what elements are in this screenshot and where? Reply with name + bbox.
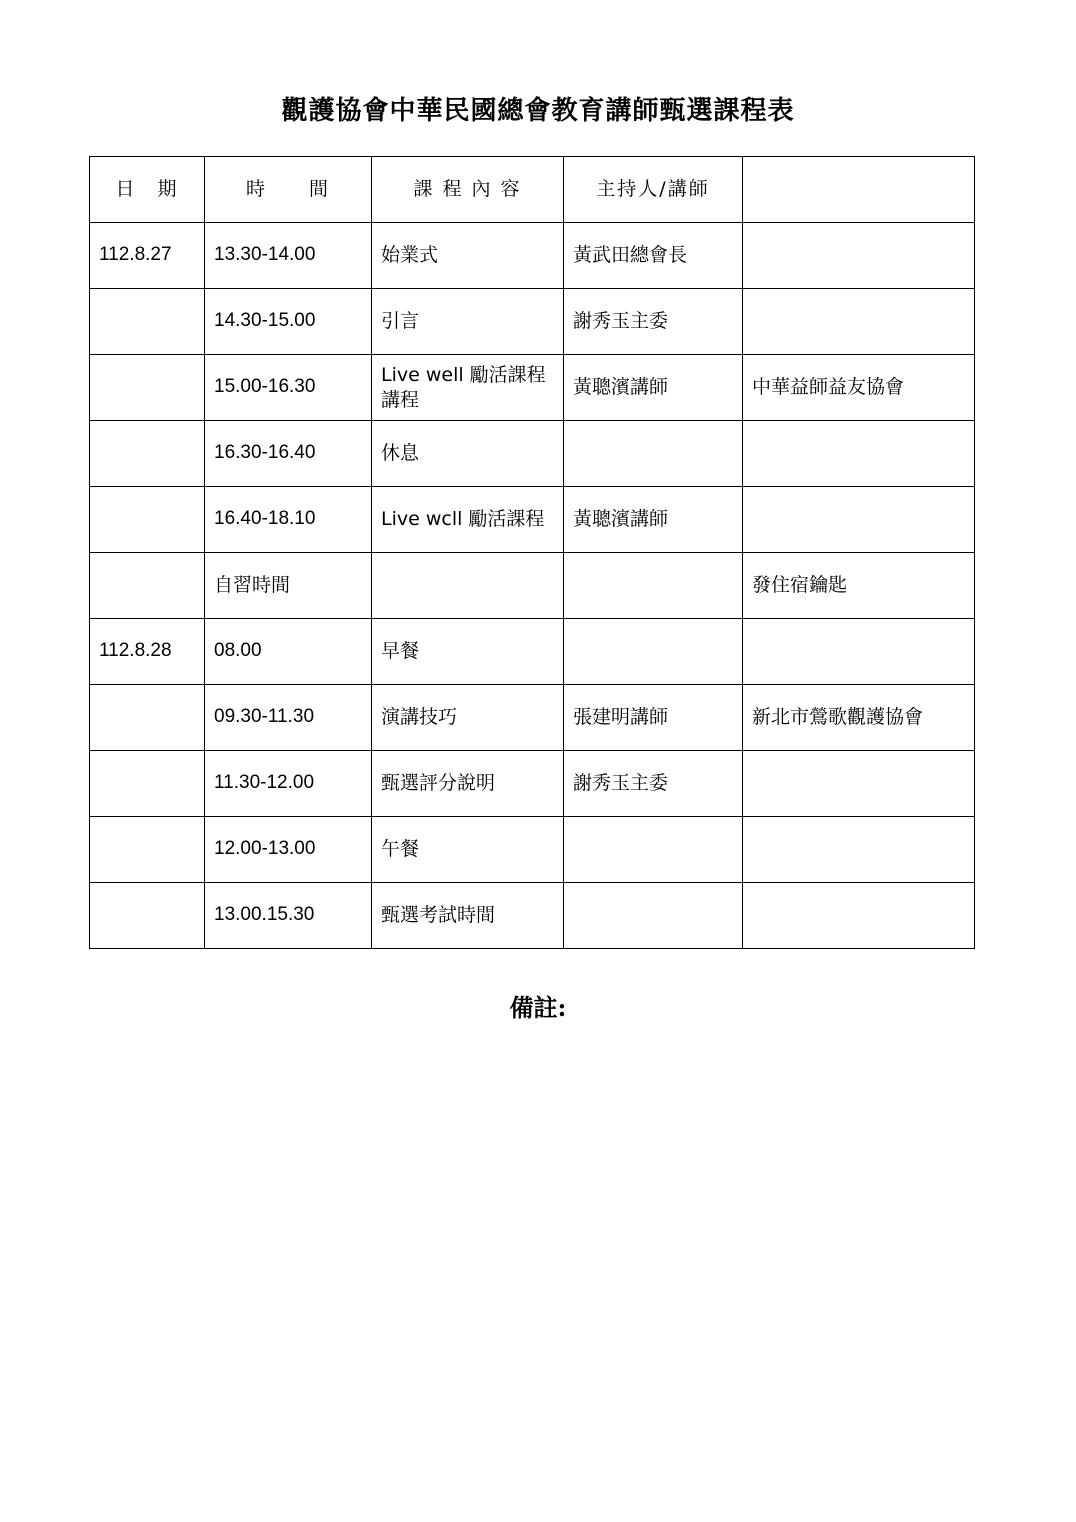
cell-content: [372, 553, 564, 619]
cell-host: [564, 817, 743, 883]
cell-date: 112.8.27: [90, 223, 205, 289]
cell-note: [743, 751, 975, 817]
cell-time: 13.30-14.00: [205, 223, 372, 289]
cell-time: 15.00-16.30: [205, 355, 372, 421]
cell-content: 早餐: [372, 619, 564, 685]
cell-time: 11.30-12.00: [205, 751, 372, 817]
cell-note: 中華益師益友協會: [743, 355, 975, 421]
cell-date: [90, 487, 205, 553]
cell-content: 始業式: [372, 223, 564, 289]
header-host: 主持人/講師: [564, 157, 743, 223]
cell-content: Live well 勵活課程講程: [372, 355, 564, 421]
table-row: [90, 751, 975, 817]
cell-host: 黃聰濱講師: [564, 487, 743, 553]
cell-content: 午餐: [372, 817, 564, 883]
cell-time: 14.30-15.00: [205, 289, 372, 355]
table-row: [90, 289, 975, 355]
cell-time: 08.00: [205, 619, 372, 685]
cell-time: 16.30-16.40: [205, 421, 372, 487]
cell-host: [564, 883, 743, 949]
cell-date: [90, 817, 205, 883]
cell-content: 甄選評分說明: [372, 751, 564, 817]
cell-note: [743, 289, 975, 355]
schedule-table: [89, 156, 975, 949]
cell-host: 張建明講師: [564, 685, 743, 751]
cell-date: [90, 553, 205, 619]
header-date: 日 期: [90, 157, 205, 223]
cell-time: 自習時間: [205, 553, 372, 619]
header-content: 課 程 內 容: [372, 157, 564, 223]
header-note: [743, 157, 975, 223]
table-row: [90, 619, 975, 685]
table-row: [90, 883, 975, 949]
cell-host: 謝秀玉主委: [564, 751, 743, 817]
cell-time: 16.40-18.10: [205, 487, 372, 553]
cell-date: [90, 685, 205, 751]
table-row: [90, 421, 975, 487]
cell-time: 13.00.15.30: [205, 883, 372, 949]
cell-date: [90, 355, 205, 421]
cell-note: [743, 487, 975, 553]
remark-label: 備註:: [509, 993, 567, 1022]
cell-date: 112.8.28: [90, 619, 205, 685]
cell-date: [90, 421, 205, 487]
cell-content: Live wcll 勵活課程: [372, 487, 564, 553]
table-row: [90, 817, 975, 883]
cell-note: [743, 223, 975, 289]
document-title: 觀護協會中華民國總會教育講師甄選課程表: [281, 96, 795, 126]
header-time: 時 間: [205, 157, 372, 223]
cell-content: 休息: [372, 421, 564, 487]
cell-host: [564, 619, 743, 685]
cell-host: 謝秀玉主委: [564, 289, 743, 355]
cell-note: [743, 619, 975, 685]
table-row: [90, 685, 975, 751]
cell-content: 演講技巧: [372, 685, 564, 751]
cell-date: [90, 883, 205, 949]
cell-date: [90, 751, 205, 817]
table-row: [90, 487, 975, 553]
table-row: [90, 355, 975, 421]
cell-host: [564, 421, 743, 487]
cell-note: [743, 883, 975, 949]
cell-host: 黃武田總會長: [564, 223, 743, 289]
table-row: [90, 553, 975, 619]
cell-note: [743, 421, 975, 487]
cell-content: 甄選考試時間: [372, 883, 564, 949]
cell-time: 09.30-11.30: [205, 685, 372, 751]
cell-note: 新北市鶯歌觀護協會: [743, 685, 975, 751]
cell-date: [90, 289, 205, 355]
cell-time: 12.00-13.00: [205, 817, 372, 883]
cell-host: [564, 553, 743, 619]
table-row: [90, 223, 975, 289]
table-header-row: [90, 157, 975, 223]
cell-content: 引言: [372, 289, 564, 355]
cell-note: 發住宿鑰匙: [743, 553, 975, 619]
cell-host: 黃聰濱講師: [564, 355, 743, 421]
cell-note: [743, 817, 975, 883]
